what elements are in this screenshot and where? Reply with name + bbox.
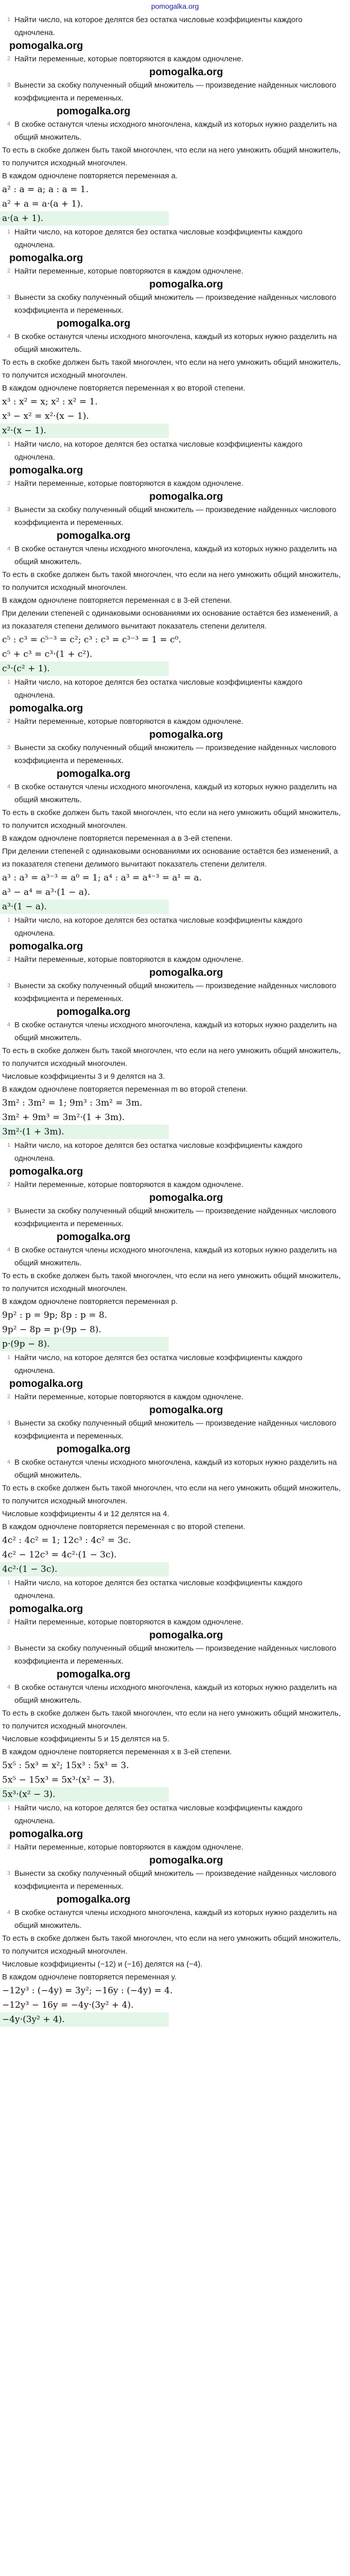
- result-line: a³·(1 − a).: [0, 900, 169, 914]
- watermark-row: [0, 464, 350, 477]
- math-line: a³ : a³ = a³⁻³ = a⁰ = 1; a⁴ : a³ = a⁴⁻³ = a¹ = a.: [2, 873, 202, 883]
- algorithm-steps: [0, 226, 350, 356]
- problem-4: [0, 676, 350, 914]
- step-number: 3: [7, 982, 11, 989]
- step-text: Найти число, на которое делятся без остатка числовые коэффициенты каждого одночлена.: [14, 1141, 303, 1163]
- rule-text: При делении степеней с одинаковыми основаниями их основание остаётся без изменений, а из показателя степени делимого вычитают показатель степени делителя.: [2, 847, 338, 869]
- step-text: В скобке останутся члены исходного многочлена, каждый из которых нужно разделить на общий множитель.: [14, 545, 337, 566]
- step-text: Вынести за скобку полученный общий множитель — произведение найденных числового коэффициента и переменных.: [14, 743, 337, 765]
- rule-text: При делении степеней с одинаковыми основаниями их основание остаётся без изменений, а из показателя степени делимого вычитают показатель степени делителя.: [2, 609, 338, 631]
- watermark-row: [0, 65, 350, 79]
- step-4: [0, 330, 350, 356]
- watermark-logo: pomogalka.org: [57, 1006, 131, 1018]
- math-line: −12y³ − 16y = −4y·(3y² + 4).: [2, 2000, 134, 2010]
- step-4: [0, 1244, 350, 1269]
- step-number: 2: [7, 956, 11, 962]
- result-line: a·(a + 1).: [0, 211, 169, 226]
- step-4: [0, 1906, 350, 1932]
- math-line: 3m² : 3m² = 1; 9m³ : 3m² = 3m.: [2, 1098, 143, 1108]
- watermark-row: [0, 1893, 350, 1906]
- watermark-row: [0, 1377, 350, 1391]
- step-1: [0, 1802, 350, 1827]
- step-number: 4: [7, 1022, 11, 1028]
- note-text: Числовые коэффициенты 5 и 15 делятся на 5.: [2, 1735, 169, 1743]
- step-number: 3: [7, 1870, 11, 1876]
- step-number: 2: [7, 1619, 11, 1625]
- step-text: Найти число, на которое делятся без остатка числовые коэффициенты каждого одночлена.: [14, 916, 303, 938]
- watermark-row: [0, 251, 350, 265]
- step-text: Вынести за скобку полученный общий множитель — произведение найденных числового коэффициента и переменных.: [14, 1869, 337, 1891]
- note-text: В каждом одночлене повторяется переменная a.: [2, 172, 178, 180]
- note-text: В каждом одночлене повторяется переменная m во второй степени.: [2, 1085, 248, 1094]
- step-2: [0, 953, 350, 966]
- step-1: [0, 1351, 350, 1377]
- step-number: 1: [7, 1580, 11, 1586]
- step-text: Вынести за скобку полученный общий множитель — произведение найденных числового коэффициента и переменных.: [14, 1644, 337, 1666]
- note-text: Числовые коэффициенты (−12) и (−16) делятся на (−4).: [2, 1960, 203, 1969]
- step-text: Вынести за скобку полученный общий множитель — произведение найденных числового коэффициента и переменных.: [14, 81, 337, 103]
- step-1: [0, 914, 350, 940]
- watermark-logo: pomogalka.org: [9, 1603, 83, 1615]
- step-text: В скобке останутся члены исходного многочлена, каждый из которых нужно разделить на общий множитель.: [14, 1908, 337, 1930]
- step-text: Вынести за скобку полученный общий множитель — произведение найденных числового коэффициента и переменных.: [14, 505, 337, 527]
- algorithm-steps: [0, 1139, 350, 1269]
- explanation-text: То есть в скобке должен быть такой многочлен, что если на него умножить общий множитель, то получится исходный многочлен.: [2, 146, 341, 167]
- step-number: 3: [7, 1645, 11, 1651]
- note-text: В каждом одночлене повторяется переменная c во второй степени.: [2, 1522, 246, 1531]
- step-2: [0, 1391, 350, 1403]
- watermark-logo: pomogalka.org: [9, 703, 83, 714]
- step-number: 4: [7, 1909, 11, 1916]
- note-text: В каждом одночлене повторяется переменная x в 3-ей степени.: [2, 1748, 232, 1756]
- step-number: 2: [7, 480, 11, 486]
- algorithm-steps: [0, 13, 350, 144]
- watermark-row: [0, 1005, 350, 1019]
- step-3: [0, 979, 350, 1005]
- problem-9: [0, 1802, 350, 2027]
- step-4: [0, 1456, 350, 1482]
- math-line: x³ : x² = x; x² : x² = 1.: [2, 397, 98, 407]
- step-text: В скобке останутся члены исходного многочлена, каждый из которых нужно разделить на общий множитель.: [14, 1458, 337, 1480]
- step-number: 4: [7, 784, 11, 790]
- step-text: Найти переменные, которые повторяются в каждом одночлене.: [14, 955, 243, 964]
- watermark-logo: pomogalka.org: [57, 1894, 131, 1905]
- watermark-logo: pomogalka.org: [9, 252, 83, 264]
- step-3: [0, 1642, 350, 1668]
- step-2: [0, 477, 350, 490]
- watermark-row: [0, 1629, 350, 1642]
- problem-2: [0, 226, 350, 438]
- step-number: 4: [7, 546, 11, 552]
- watermark-row: [0, 105, 350, 118]
- step-number: 4: [7, 1684, 11, 1690]
- note-text: Числовые коэффициенты 3 и 9 делятся на 3.: [2, 1072, 165, 1081]
- step-text: Вынести за скобку полученный общий множитель — произведение найденных числового коэффициента и переменных.: [14, 293, 337, 315]
- math-line: 5x⁵ − 15x³ = 5x³·(x² − 3).: [2, 1775, 115, 1785]
- problem-7: [0, 1351, 350, 1577]
- watermark-logo: pomogalka.org: [9, 40, 83, 52]
- problem-5: [0, 914, 350, 1139]
- problem-3: [0, 438, 350, 676]
- step-text: Вынести за скобку полученный общий множитель — произведение найденных числового коэффициента и переменных.: [14, 1419, 337, 1440]
- math-line: 4c² − 12c³ = 4c²·(1 − 3c).: [2, 1550, 117, 1560]
- math-line: a³ − a⁴ = a³·(1 − a).: [2, 887, 91, 897]
- step-number: 1: [7, 917, 11, 923]
- algorithm-steps: [0, 1351, 350, 1482]
- note-text: В каждом одночлене повторяется переменная p.: [2, 1297, 178, 1306]
- step-number: 3: [7, 1420, 11, 1426]
- step-text: В скобке останутся члены исходного многочлена, каждый из которых нужно разделить на общий множитель.: [14, 1021, 337, 1042]
- step-3: [0, 1205, 350, 1230]
- problem-6: [0, 1139, 350, 1351]
- note-text: В каждом одночлене повторяется переменная y.: [2, 1973, 177, 1981]
- note-text: В каждом одночлене повторяется переменная c в 3-ей степени.: [2, 596, 232, 605]
- watermark-logo: pomogalka.org: [57, 768, 131, 779]
- step-number: 2: [7, 1181, 11, 1188]
- step-1: [0, 1139, 350, 1165]
- explanation-text: То есть в скобке должен быть такой многочлен, что если на него умножить общий множитель, то получится исходный многочлен.: [2, 1934, 341, 1956]
- math-line: x³ − x² = x²·(x − 1).: [2, 411, 89, 421]
- watermark-row: [0, 317, 350, 330]
- solution-content: [0, 13, 350, 2027]
- watermark-row: [0, 278, 350, 291]
- step-text: В скобке останутся члены исходного многочлена, каждый из которых нужно разделить на общий множитель.: [14, 783, 337, 804]
- step-text: Найти число, на которое делятся без остатка числовые коэффициенты каждого одночлена.: [14, 15, 303, 37]
- step-text: Найти переменные, которые повторяются в каждом одночлене.: [14, 1393, 243, 1401]
- math-line: c⁵ + c³ = c³·(1 + c²).: [2, 649, 93, 659]
- watermark-row: [0, 1191, 350, 1205]
- watermark-logo: pomogalka.org: [149, 967, 223, 978]
- step-2: [0, 1178, 350, 1191]
- explanation-text: То есть в скобке должен быть такой многочлен, что если на него умножить общий множитель, то получится исходный многочлен.: [2, 358, 341, 380]
- step-number: 1: [7, 229, 11, 235]
- step-1: [0, 1577, 350, 1602]
- step-4: [0, 781, 350, 806]
- algorithm-steps: [0, 914, 350, 1044]
- step-number: 1: [7, 679, 11, 685]
- step-2: [0, 715, 350, 728]
- watermark-row: [0, 1230, 350, 1244]
- step-text: Вынести за скобку полученный общий множитель — произведение найденных числового коэффициента и переменных.: [14, 1207, 337, 1228]
- watermark-row: [0, 1165, 350, 1178]
- step-2: [0, 53, 350, 65]
- watermark-logo: pomogalka.org: [57, 106, 131, 117]
- watermark-logo: pomogalka.org: [9, 941, 83, 952]
- note-text: Числовые коэффициенты 4 и 12 делятся на 4.: [2, 1510, 169, 1518]
- step-3: [0, 1417, 350, 1443]
- step-text: Найти число, на которое делятся без остатка числовые коэффициенты каждого одночлена.: [14, 1579, 303, 1600]
- math-line: c⁵ : c³ = c⁵⁻³ = c²; c³ : c³ = c³⁻³ = 1 = c⁰.: [2, 635, 181, 645]
- result-line: 4c²·(1 − 3c).: [0, 1562, 169, 1577]
- explanation-text: То есть в скобке должен быть такой многочлен, что если на него умножить общий множитель, то получится исходный многочлен.: [2, 1709, 341, 1731]
- watermark-logo: pomogalka.org: [149, 1192, 223, 1204]
- watermark-row: [0, 1443, 350, 1456]
- step-number: 4: [7, 333, 11, 340]
- site-header: [0, 0, 350, 13]
- step-1: [0, 676, 350, 702]
- step-number: 3: [7, 294, 11, 300]
- step-number: 2: [7, 268, 11, 274]
- math-line: 3m² + 9m³ = 3m²·(1 + 3m).: [2, 1112, 125, 1123]
- site-name[interactable]: pomogalka.org: [151, 2, 199, 10]
- step-2: [0, 1841, 350, 1854]
- watermark-row: [0, 490, 350, 503]
- step-text: Найти переменные, которые повторяются в каждом одночлене.: [14, 479, 243, 488]
- step-4: [0, 118, 350, 144]
- step-text: В скобке останутся члены исходного многочлена, каждый из которых нужно разделить на общий множитель.: [14, 120, 337, 142]
- note-text: В каждом одночлене повторяется переменная x во второй степени.: [2, 384, 246, 393]
- step-1: [0, 13, 350, 39]
- watermark-logo: pomogalka.org: [9, 465, 83, 476]
- watermark-row: [0, 1854, 350, 1867]
- step-text: В скобке останутся члены исходного многочлена, каждый из которых нужно разделить на общий множитель.: [14, 1246, 337, 1267]
- step-number: 4: [7, 1247, 11, 1253]
- watermark-logo: pomogalka.org: [9, 1166, 83, 1177]
- result-line: 3m²·(1 + 3m).: [0, 1125, 169, 1139]
- watermark-logo: pomogalka.org: [149, 1404, 223, 1416]
- watermark-row: [0, 966, 350, 979]
- explanation-text: То есть в скобке должен быть такой многочлен, что если на него умножить общий множитель, то получится исходный многочлен.: [2, 570, 341, 592]
- step-text: Вынести за скобку полученный общий множитель — произведение найденных числового коэффициента и переменных.: [14, 981, 337, 1003]
- watermark-logo: pomogalka.org: [9, 1828, 83, 1840]
- math-line: a² + a = a·(a + 1).: [2, 199, 83, 209]
- step-number: 1: [7, 1142, 11, 1148]
- watermark-logo: pomogalka.org: [57, 1444, 131, 1455]
- result-line: c³·(c² + 1).: [0, 662, 169, 676]
- math-line: 5x⁵ : 5x³ = x²; 15x³ : 5x³ = 3.: [2, 1760, 129, 1771]
- step-text: Найти переменные, которые повторяются в каждом одночлене.: [14, 267, 243, 276]
- step-2: [0, 1616, 350, 1629]
- watermark-logo: pomogalka.org: [149, 1855, 223, 1866]
- step-text: Найти переменные, которые повторяются в каждом одночлене.: [14, 1843, 243, 1852]
- step-number: 3: [7, 506, 11, 513]
- algorithm-steps: [0, 1802, 350, 1932]
- math-line: 4c² : 4c² = 1; 12c³ : 4c² = 3c.: [2, 1535, 131, 1546]
- result-line: −4y·(3y² + 4).: [0, 2012, 169, 2027]
- step-number: 3: [7, 82, 11, 88]
- watermark-row: [0, 39, 350, 53]
- step-text: Найти число, на которое делятся без остатка числовые коэффициенты каждого одночлена.: [14, 678, 303, 700]
- step-number: 4: [7, 121, 11, 127]
- step-number: 1: [7, 1805, 11, 1811]
- step-text: Найти переменные, которые повторяются в каждом одночлене.: [14, 55, 243, 63]
- watermark-logo: pomogalka.org: [149, 279, 223, 290]
- result-line: 5x³·(x² − 3).: [0, 1787, 169, 1802]
- watermark-logo: pomogalka.org: [9, 1378, 83, 1389]
- watermark-logo: pomogalka.org: [57, 530, 131, 541]
- problem-1: [0, 13, 350, 226]
- watermark-row: [0, 767, 350, 781]
- note-text: В каждом одночлене повторяется переменная a в 3-ей степени.: [2, 834, 233, 843]
- step-text: Найти число, на которое делятся без остатка числовые коэффициенты каждого одночлена.: [14, 1353, 303, 1375]
- step-number: 3: [7, 744, 11, 751]
- step-number: 2: [7, 56, 11, 62]
- step-number: 1: [7, 16, 11, 23]
- problem-8: [0, 1577, 350, 1802]
- step-number: 2: [7, 1844, 11, 1850]
- step-text: Найти переменные, которые повторяются в каждом одночлене.: [14, 717, 243, 726]
- step-3: [0, 79, 350, 105]
- algorithm-steps: [0, 1577, 350, 1707]
- result-line: x²·(x − 1).: [0, 423, 169, 438]
- math-line: a² : a = a; a : a = 1.: [2, 184, 89, 195]
- watermark-row: [0, 1403, 350, 1417]
- watermark-row: [0, 529, 350, 543]
- math-line: 9p² : p = 9p; 8p : p = 8.: [2, 1310, 108, 1320]
- step-number: 4: [7, 1459, 11, 1465]
- step-3: [0, 741, 350, 767]
- math-line: −12y³ : (−4y) = 3y²; −16y : (−4y) = 4.: [2, 1986, 173, 1996]
- step-text: Найти переменные, которые повторяются в каждом одночлене.: [14, 1618, 243, 1626]
- step-3: [0, 1867, 350, 1893]
- watermark-logo: pomogalka.org: [149, 729, 223, 740]
- algorithm-steps: [0, 438, 350, 568]
- step-3: [0, 503, 350, 529]
- explanation-text: То есть в скобке должен быть такой многочлен, что если на него умножить общий множитель, то получится исходный многочлен.: [2, 1046, 341, 1068]
- result-line: p·(9p − 8).: [0, 1337, 169, 1351]
- watermark-row: [0, 728, 350, 741]
- step-text: Найти число, на которое делятся без остатка числовые коэффициенты каждого одночлена.: [14, 1804, 303, 1825]
- math-line: 9p² − 8p = p·(9p − 8).: [2, 1325, 101, 1335]
- watermark-logo: pomogalka.org: [57, 1231, 131, 1243]
- watermark-logo: pomogalka.org: [57, 1669, 131, 1680]
- explanation-text: То есть в скобке должен быть такой многочлен, что если на него умножить общий множитель, то получится исходный многочлен.: [2, 808, 341, 830]
- step-text: Найти число, на которое делятся без остатка числовые коэффициенты каждого одночлена.: [14, 440, 303, 462]
- step-number: 1: [7, 1354, 11, 1361]
- step-number: 1: [7, 441, 11, 447]
- watermark-row: [0, 702, 350, 715]
- watermark-logo: pomogalka.org: [149, 491, 223, 502]
- step-number: 2: [7, 1394, 11, 1400]
- watermark-row: [0, 1668, 350, 1681]
- step-4: [0, 1681, 350, 1707]
- step-2: [0, 265, 350, 278]
- step-4: [0, 1019, 350, 1044]
- watermark-row: [0, 940, 350, 953]
- step-3: [0, 291, 350, 317]
- step-4: [0, 543, 350, 568]
- watermark-row: [0, 1602, 350, 1616]
- explanation-text: То есть в скобке должен быть такой многочлен, что если на него умножить общий множитель, то получится исходный многочлен.: [2, 1272, 341, 1293]
- step-text: В скобке останутся члены исходного многочлена, каждый из которых нужно разделить на общий множитель.: [14, 332, 337, 354]
- step-1: [0, 226, 350, 251]
- algorithm-steps: [0, 676, 350, 806]
- step-number: 3: [7, 1208, 11, 1214]
- step-1: [0, 438, 350, 464]
- step-text: Найти число, на которое делятся без остатка числовые коэффициенты каждого одночлена.: [14, 228, 303, 249]
- watermark-row: [0, 1827, 350, 1841]
- step-text: В скобке останутся члены исходного многочлена, каждый из которых нужно разделить на общий множитель.: [14, 1683, 337, 1705]
- watermark-logo: pomogalka.org: [149, 66, 223, 78]
- explanation-text: То есть в скобке должен быть такой многочлен, что если на него умножить общий множитель, то получится исходный многочлен.: [2, 1484, 341, 1505]
- watermark-logo: pomogalka.org: [57, 318, 131, 329]
- step-number: 2: [7, 718, 11, 724]
- step-text: Найти переменные, которые повторяются в каждом одночлене.: [14, 1180, 243, 1189]
- watermark-logo: pomogalka.org: [149, 1630, 223, 1641]
